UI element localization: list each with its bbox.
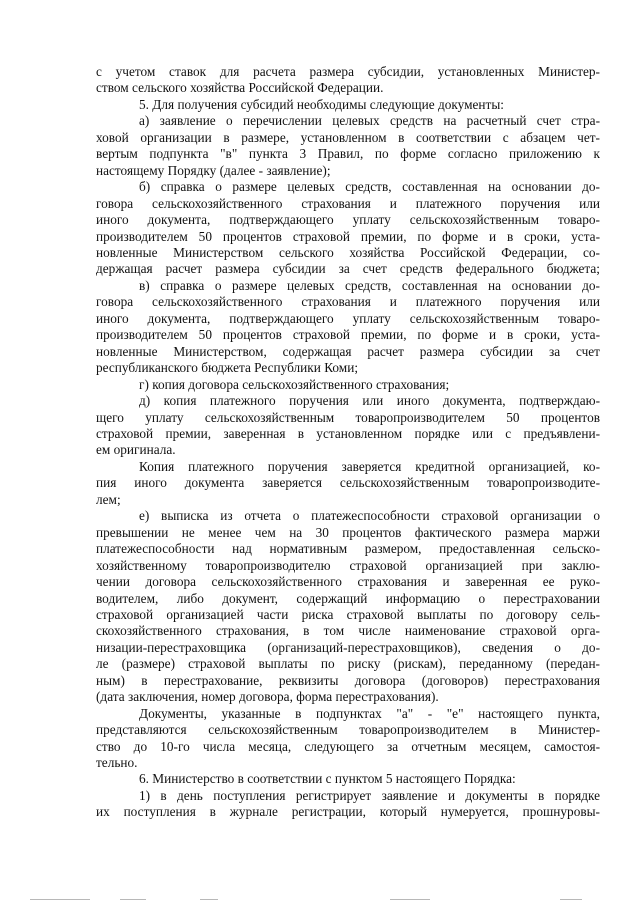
paragraph-5b-line-2: говора сельскохозяйственного страхования и платежного поручения или <box>96 195 600 211</box>
paragraph-item-5: 5. Для получения субсидий необходимы следующие документы: <box>139 96 504 112</box>
paragraph-docs-line-2: представляются сельскохозяйственным товаропроизводителем в Министер- <box>96 722 600 738</box>
paragraph-docs-line-4: тельно. <box>96 755 138 771</box>
paragraph-5a-line-2: ховой организации в размере, установленном в соответствии с абзацем чет- <box>96 129 600 145</box>
paragraph-5v-line-3: иного документа, подтверждающего уплату сельскохозяйственным товаро- <box>96 310 600 326</box>
paragraph-5b-line-4: производителем 50 процентов страховой премии, по форме и в сроки, уста- <box>96 228 600 244</box>
paragraph-copy-line-1: Копия платежного поручения заверяется кредитной организацией, ко- <box>139 458 600 474</box>
paragraph-5e-line-7: страховой организацией части риска страховой выплаты по договору сель- <box>96 606 600 622</box>
paragraph-5v-line-1: в) справка о размере целевых средств, составленная на основании до- <box>139 277 600 293</box>
paragraph-5d-line-1: д) копия платежного поручения или иного документа, подтверждаю- <box>139 393 600 409</box>
paragraph-5b-line-6: держащая расчет размера субсидии за счет средств федерального бюджета; <box>96 261 600 277</box>
scan-edge-artifact <box>0 896 640 905</box>
paragraph-5v-line-2: говора сельскохозяйственного страхования и платежного поручения или <box>96 294 600 310</box>
paragraph-5a-line-1: а) заявление о перечислении целевых средств на расчетный счет стра- <box>139 113 600 129</box>
paragraph-5v-line-4: производителем 50 процентов страховой премии, по форме и в сроки, уста- <box>96 327 600 343</box>
paragraph-5e-line-12: (дата заключения, номер договора, форма перестрахования). <box>96 689 439 705</box>
paragraph-5b-line-1: б) справка о размере целевых средств, составленная на основании до- <box>139 179 600 195</box>
paragraph-copy-line-3: лем; <box>96 491 121 507</box>
paragraph-5d-line-4: ем оригинала. <box>96 442 176 458</box>
document-page <box>96 64 600 821</box>
paragraph-continuation-end: ством сельского хозяйства Российской Федерации. <box>96 80 384 96</box>
paragraph-5e-line-1: е) выписка из отчета о платежеспособности страховой организации о <box>139 508 600 524</box>
paragraph-5g: г) копия договора сельскохозяйственного страхования; <box>139 376 450 392</box>
paragraph-5e-line-3: платежеспособности над нормативным размером, предоставленная сельско- <box>96 541 600 557</box>
paragraph-5b-line-3: иного документа, подтверждающего уплату сельскохозяйственным товаро- <box>96 212 600 228</box>
paragraph-5e-line-2: превышении не менее чем на 30 процентов фактического размера маржи <box>96 524 600 540</box>
paragraph-docs-line-3: ство до 10-го числа месяца, следующего за отчетным месяцем, самостоя- <box>96 738 600 754</box>
paragraph-5d-line-3: страховой премии, заверенная в установленном порядке или с предъявлени- <box>96 425 600 441</box>
paragraph-6-1-line-2: их поступления в журнале регистрации, который нумеруется, прошнуровы- <box>96 804 600 820</box>
paragraph-5a-line-4: настоящему Порядку (далее - заявление); <box>96 162 331 178</box>
paragraph-5d-line-2: щего уплату сельскохозяйственным товаропроизводителем 50 процентов <box>96 409 600 425</box>
paragraph-5e-line-8: скохозяйственного страхования, в том числе наименование страховой орга- <box>96 623 600 639</box>
paragraph-5e-line-4: хозяйственному товаропроизводителю страховой организацией при заклю- <box>96 557 600 573</box>
paragraph-5e-line-9: низации-перестраховщика (организаций-перестраховщиков), сведения о до- <box>96 639 600 655</box>
paragraph-item-6: 6. Министерство в соответствии с пунктом 5 настоящего Порядка: <box>139 771 516 787</box>
paragraph-continuation: с учетом ставок для расчета размера субсидии, установленных Министер- <box>96 64 600 79</box>
paragraph-5v-line-6: республиканского бюджета Республики Коми; <box>96 360 359 376</box>
paragraph-5b-line-5: новленные Министерством сельского хозяйства Российской Федерации, со- <box>96 244 600 260</box>
paragraph-5v-line-5: новленные Министерством, содержащая расчет размера субсидии за счет <box>96 343 600 359</box>
paragraph-5e-line-5: чении договора сельскохозяйственного страхования и заверенная ее руко- <box>96 574 600 590</box>
paragraph-docs-line-1: Документы, указанные в подпунктах "а" - "е" настоящего пункта, <box>139 705 600 721</box>
paragraph-5e-line-11: ным) в перестрахование, реквизиты договора (договоров) перестрахования <box>96 672 600 688</box>
paragraph-5e-line-6: водителем, либо документ, содержащий информацию о перестраховании <box>96 590 600 606</box>
paragraph-5e-line-10: ле (размере) страховой выплаты по риску (рискам), переданному (передан- <box>96 656 600 672</box>
paragraph-6-1-line-1: 1) в день поступления регистрирует заявление и документы в порядке <box>139 787 600 803</box>
paragraph-5a-line-3: вертым подпункта "в" пункта 3 Правил, по форме согласно приложению к <box>96 146 600 162</box>
paragraph-copy-line-2: пия иного документа заверяется сельскохозяйственным товаропроизводите- <box>96 475 600 491</box>
